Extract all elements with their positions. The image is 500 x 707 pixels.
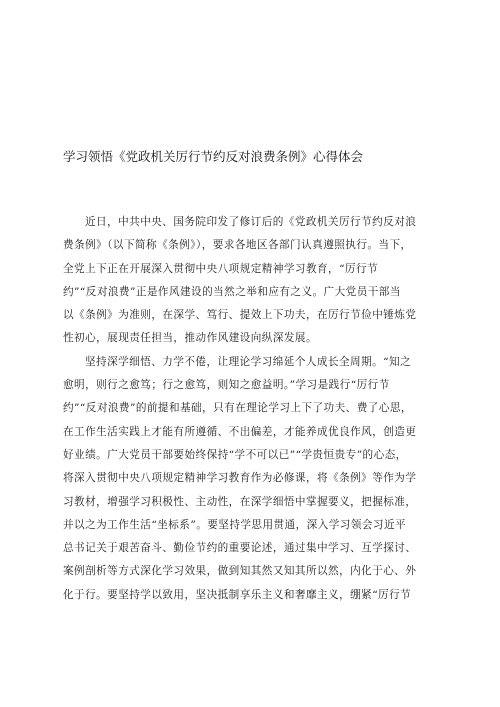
paragraph-line: 约”“反对浪费”的前提和基础，只有在理论学习上下了功夫、费了心思， [63, 402, 412, 415]
document-body [63, 211, 435, 607]
paragraph-line: 约”“反对浪费”正是作风建设的当然之举和应有之义。广大党员干部当 [63, 285, 401, 298]
paragraph-line: 全党上下正在开展深入贯彻中央八项规定精神学习教育，“厉行节 [63, 262, 379, 275]
paragraph-line: 好业绩。广大党员干部要始终保持“学不可以已”“学贵恒贵专”的心态， [63, 448, 407, 461]
paragraph-line: 并以之为工作生活“坐标系”。要坚持学思用贯通，深入学习领会习近平 [63, 518, 407, 531]
paragraph-line: 以《条例》为准则，在深学、笃行、提效上下功夫，在厉行节俭中锤炼党 [63, 309, 417, 322]
paragraph-line: 习教材，增强学习积极性、主动性，在深学细悟中掌握要义，把握标准， [63, 495, 417, 508]
paragraph-line: 在工作生活实践上才能有所遵循、不出偏差，才能养成优良作风，创造更 [63, 425, 417, 438]
paragraph-1 [63, 211, 435, 351]
paragraph-line: 坚持深学细悟、力学不倦，让理论学习绵延个人成长全周期。“知之 [85, 355, 412, 368]
paragraph-2 [63, 351, 435, 607]
paragraph-line: 性初心，展现责任担当，推动作风建设向纵深发展。 [63, 332, 318, 345]
paragraph-line: 案例剖析等方式深化学习效果，做到知其然又知其所以然，内化于心、外 [63, 565, 417, 578]
paragraph-line: 将深入贯彻中央八项规定精神学习教育作为必修课，将《条例》等作为学 [63, 472, 417, 485]
paragraph-line: 近日，中共中央、国务院印发了修订后的《党政机关厉行节约反对浪 [85, 216, 417, 228]
document-title: 学习领悟《党政机关厉行节约反对浪费条例》心得体会 [63, 149, 364, 164]
paragraph-line: 化于行。要坚持学以致用，坚决抵制享乐主义和奢靡主义，绷紧“厉行节 [63, 588, 412, 601]
paragraph-line: 费条例》（以下简称《条例》），要求各地区各部门认真遵照执行。当下， [63, 239, 412, 252]
paragraph-line: 总书记关于艰苦奋斗、勤俭节约的重要论述，通过集中学习、互学探讨、 [63, 542, 417, 555]
paragraph-line: 愈明，则行之愈笃；行之愈笃，则知之愈益明。”学习是践行“厉行节 [63, 379, 390, 392]
